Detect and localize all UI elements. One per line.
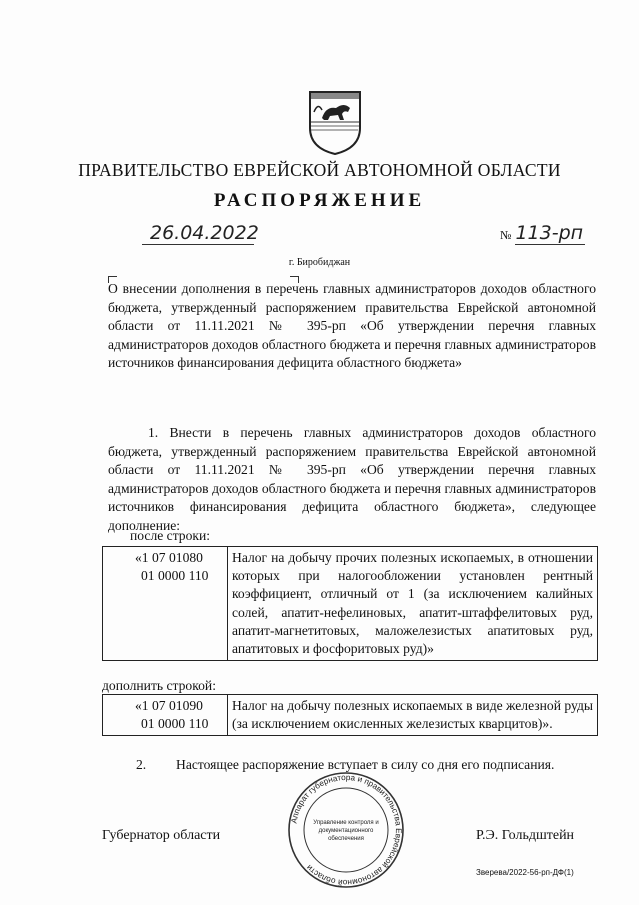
description-cell: Налог на добычу полезных ископаемых в виде железной руды (за исключением окисленных железистых кварцитов)». bbox=[228, 695, 598, 736]
table-row bbox=[103, 547, 598, 661]
stamp-inner-line-2: документационного bbox=[318, 828, 374, 834]
signatory-name: Р.Э. Гольдштейн bbox=[476, 828, 575, 843]
document-number bbox=[500, 222, 583, 244]
after-row-label: после строки: bbox=[130, 528, 211, 543]
footer-reference: Зверева/2022-56-рп-ДФ(1) bbox=[476, 868, 574, 877]
stamp-inner-line-3: обеспечения bbox=[328, 836, 364, 842]
official-stamp bbox=[286, 770, 406, 890]
city-label: г. Биробиджан bbox=[288, 257, 351, 268]
date-underline bbox=[142, 244, 254, 245]
code-line-1: «1 07 01090 bbox=[135, 698, 203, 713]
number-sign: № bbox=[500, 228, 512, 242]
item-1-text: 1. Внести в перечень главных администраторов доходов областного бюджета, утвержденный распоряжением правительства Еврейской автономной области от 11.11.2021 № 395-рп «Об утверждении перечня главных администраторов доходов областного бюджета и перечня главных администраторов источников финансирования дефицита областного бюджета», следующее дополнение: bbox=[108, 425, 596, 533]
stamp-outer-text: Аппарат губернатора и правительства Еврейской автономной области bbox=[289, 772, 404, 888]
coat-of-arms-emblem bbox=[300, 88, 370, 158]
description-cell: Налог на добычу прочих полезных ископаемых, в отношении которых при налогообложении установлен рентный коэффициент, отличный от 1 (за исключением калийных солей, апатит-нефелиновых, апатит-штаффелитовых руд, апатит-магнетитовых, маложелезистых апатитовых руд, апатитовых и фосфоритовых руд)» bbox=[228, 547, 598, 661]
existing-row-table bbox=[102, 546, 598, 661]
item-2-text: Настоящее распоряжение вступает в силу со дня его подписания. bbox=[176, 757, 555, 772]
code-cell bbox=[103, 547, 228, 661]
code-line-2: 01 0000 110 bbox=[141, 568, 209, 584]
number-underline bbox=[515, 244, 585, 245]
signatory-position: Губернатор области bbox=[102, 828, 221, 843]
new-row-table bbox=[102, 694, 598, 736]
code-line-1: «1 07 01080 bbox=[135, 550, 203, 565]
code-cell bbox=[103, 695, 228, 736]
document-title: О внесении дополнения в перечень главных администраторов доходов областного бюджета, утвержденный распоряжением правительства Еврейской автономной области от 11.11.2021 № 395-рп «Об утверждении перечня главных администраторов доходов областного бюджета и перечня главных администраторов источников финансирования дефицита областного бюджета» bbox=[108, 281, 596, 371]
code-line-2: 01 0000 110 bbox=[141, 716, 209, 732]
stamp-inner-line-1: Управление контроля и bbox=[313, 820, 379, 826]
add-row-label: дополнить строкой: bbox=[102, 678, 216, 693]
document-type-heading: РАСПОРЯЖЕНИЕ bbox=[213, 190, 426, 211]
table-row bbox=[103, 695, 598, 736]
handwritten-number: 113-рп bbox=[515, 222, 584, 244]
item-2-number: 2. bbox=[136, 757, 147, 772]
government-heading: ПРАВИТЕЛЬСТВО ЕВРЕЙСКОЙ АВТОНОМНОЙ ОБЛАСТИ bbox=[78, 160, 561, 180]
handwritten-date: 26.04.2022 bbox=[150, 222, 259, 244]
